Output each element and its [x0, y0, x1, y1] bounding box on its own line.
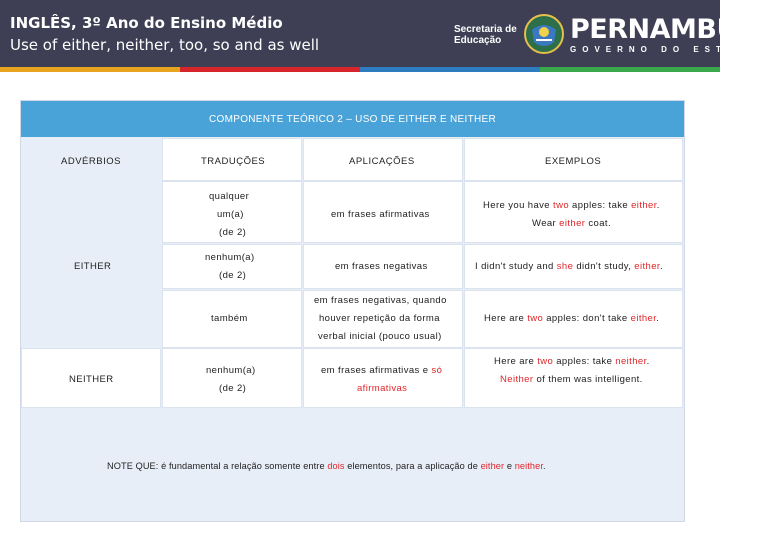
- col-header-exemplos: EXEMPLOS: [545, 156, 602, 167]
- col-header-traducoes: TRADUÇÕES: [201, 156, 266, 167]
- application-text: em frases afirmativas e só: [321, 365, 443, 376]
- example-text: Neither of them was intelligent.: [500, 374, 643, 385]
- translation-text: nenhum(a): [206, 365, 256, 376]
- translation-text: (de 2): [219, 383, 247, 394]
- application-text: em frases negativas: [335, 261, 428, 272]
- translation-text: (de 2): [219, 227, 247, 238]
- brand-name: PERNAMBUCO: [570, 14, 780, 45]
- application-text: em frases afirmativas: [331, 209, 430, 220]
- application-text: em frases negativas, quando: [314, 295, 447, 306]
- content-panel: [20, 100, 685, 522]
- adverb-either: EITHER: [74, 261, 112, 272]
- translation-text: também: [211, 313, 248, 324]
- translation-text: (de 2): [219, 270, 247, 281]
- component-banner: COMPONENTE TEÓRICO 2 – USO DE EITHER E NEITHER: [21, 101, 684, 137]
- table-cell: [464, 181, 683, 243]
- page-title: INGLÊS, 3º Ano do Ensino Médio: [10, 14, 283, 32]
- translation-text: nenhum(a): [205, 252, 255, 263]
- application-text: houver repetição da forma: [319, 313, 440, 324]
- example-text: Here you have two apples: take either.: [483, 200, 660, 211]
- example-text: Here are two apples: don't take either.: [484, 313, 660, 324]
- table-cell: [162, 244, 302, 289]
- page-subtitle: Use of either, neither, too, so and as well: [10, 36, 320, 54]
- brand-subtitle: GOVERNO DO ESTADO: [570, 45, 763, 54]
- table-cell: [303, 348, 463, 408]
- note-text: NOTE QUE: é fundamental a relação somente entre dois elementos, para a aplicação de either e neither.: [107, 461, 546, 471]
- translation-text: um(a): [217, 209, 244, 220]
- table-cell: [162, 348, 302, 408]
- example-text: Here are two apples: take neither.: [494, 356, 650, 367]
- state-emblem-icon: [522, 12, 566, 56]
- col-header-adverbios: ADVÉRBIOS: [61, 156, 121, 167]
- secretaria-logo-text: Secretaria de Educação: [454, 24, 517, 46]
- application-text: verbal inicial (pouco usual): [318, 331, 442, 342]
- header-bar: [0, 0, 780, 67]
- example-text: I didn't study and she didn't study, either.: [475, 261, 663, 272]
- application-text: afirmativas: [357, 383, 408, 394]
- adverb-neither: NEITHER: [69, 374, 114, 385]
- example-text: Wear either coat.: [532, 218, 611, 229]
- col-header-aplicacoes: APLICAÇÕES: [349, 156, 415, 167]
- translation-text: qualquer: [209, 191, 250, 202]
- color-stripe: [0, 67, 720, 72]
